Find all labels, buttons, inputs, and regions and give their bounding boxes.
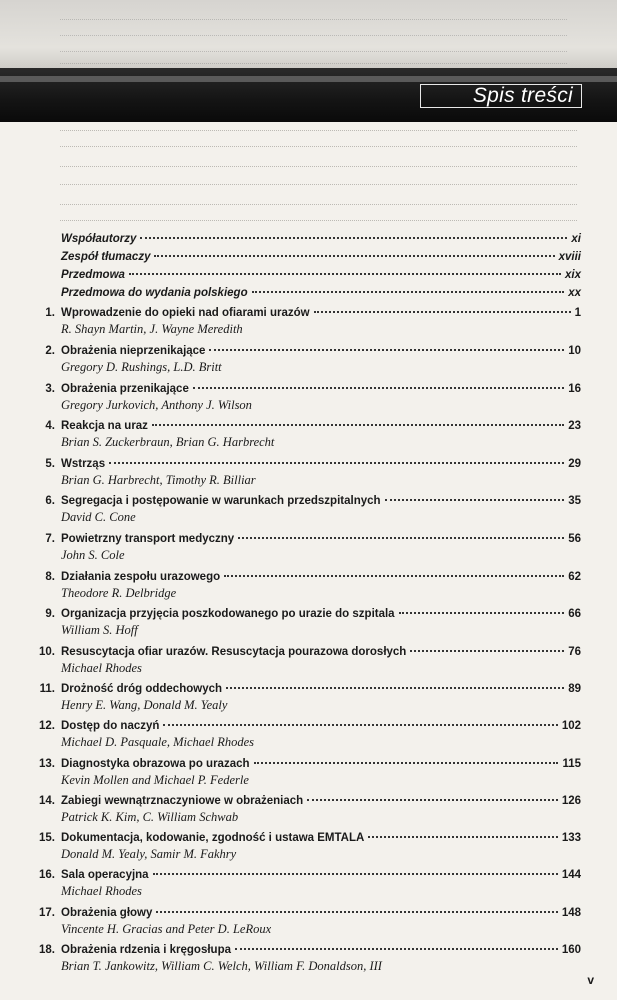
front-entry-page: xi: [571, 233, 581, 245]
dot-leader: [163, 724, 557, 726]
bleed-through-area: [0, 122, 617, 232]
chapter-title: Dokumentacja, kodowanie, zgodność i ustawa EMTALA: [61, 832, 365, 844]
dot-leader: [399, 612, 565, 614]
chapter-number: 9.: [45, 608, 55, 620]
chapter-number: 15.: [39, 832, 55, 844]
dot-leader: [410, 650, 564, 652]
front-entry-title: Zespół tłumaczy: [61, 251, 151, 263]
chapter-authors: R. Shayn Martin, J. Wayne Meredith: [61, 322, 243, 336]
chapter-title: Drożność dróg oddechowych: [61, 683, 223, 695]
bleed-through-line: [60, 184, 577, 185]
chapter-page: 115: [562, 758, 581, 770]
chapter-page: 76: [568, 646, 581, 658]
dot-leader: [226, 687, 564, 689]
chapter-number: 8.: [45, 571, 55, 583]
chapter-authors: Theodore R. Delbridge: [61, 586, 177, 600]
dot-leader: [129, 273, 561, 275]
chapter-authors: Michael Rhodes: [61, 661, 142, 675]
chapter-title: Wprowadzenie do opieki nad ofiarami urazów: [61, 307, 310, 319]
chapter-title: Diagnostyka obrazowa po urazach: [61, 758, 250, 770]
chapter-page: 10: [568, 345, 581, 357]
chapter-page: 62: [568, 571, 581, 583]
dot-leader: [224, 575, 564, 577]
faded-line: [0, 46, 617, 56]
chapter-title: Działania zespołu urazowego: [61, 571, 221, 583]
chapter-authors: Michael D. Pasquale, Michael Rhodes: [61, 735, 255, 749]
faded-line: [0, 58, 617, 68]
chapter-number: 12.: [39, 720, 55, 732]
dot-leader: [152, 424, 564, 426]
front-entry-page: xviii: [558, 251, 581, 263]
front-entry-page: xix: [565, 269, 581, 281]
chapter-title: Powietrzny transport medyczny: [61, 533, 235, 545]
chapter-number: 2.: [45, 345, 55, 357]
dot-leader: [209, 349, 564, 351]
chapter-number: 4.: [45, 420, 55, 432]
chapter-page: 29: [568, 458, 581, 470]
chapter-title: Obrażenia rdzenia i kręgosłupa: [61, 944, 231, 956]
chapter-number: 16.: [39, 869, 55, 881]
chapter-number: 18.: [39, 944, 55, 956]
chapter-page: 160: [561, 944, 581, 956]
chapter-page: 102: [561, 720, 581, 732]
faded-line: [0, 14, 617, 24]
chapter-authors: Brian G. Harbrecht, Timothy R. Billiar: [61, 473, 256, 487]
dot-leader: [314, 311, 571, 313]
chapter-page: 66: [568, 608, 581, 620]
chapter-title: Obrażenia głowy: [61, 907, 153, 919]
dot-leader: [154, 255, 554, 257]
faded-previous-page-area: [0, 0, 617, 68]
chapter-title: Organizacja przyjęcia poszkodowanego po urazie do szpitala: [61, 608, 395, 620]
chapter-title: Dostęp do naczyń: [61, 720, 160, 732]
front-entry-title: Przedmowa do wydania polskiego: [61, 287, 248, 299]
chapter-title: Wstrząs: [61, 458, 106, 470]
dot-leader: [156, 911, 557, 913]
chapter-title: Obrażenia przenikające: [61, 383, 189, 395]
chapter-number: 7.: [45, 533, 55, 545]
dot-leader: [307, 799, 558, 801]
chapter-page: 35: [568, 495, 581, 507]
bleed-through-line: [60, 146, 577, 147]
front-entry-title: Przedmowa: [61, 269, 125, 281]
chapter-title: Segregacja i postępowanie w warunkach przedszpitalnych: [61, 495, 381, 507]
chapter-page: 148: [561, 907, 581, 919]
chapter-title: Sala operacyjna: [61, 869, 149, 881]
chapter-authors: Donald M. Yealy, Samir M. Fakhry: [61, 847, 237, 861]
chapter-number: 1.: [45, 307, 55, 319]
dot-leader: [254, 762, 559, 764]
chapter-number: 6.: [45, 495, 55, 507]
dot-leader: [109, 462, 564, 464]
chapter-page: 133: [561, 832, 581, 844]
dot-leader: [252, 291, 565, 293]
bleed-through-line: [60, 220, 577, 221]
page-title: Spis treści: [472, 84, 573, 107]
chapter-page: 56: [568, 533, 581, 545]
chapter-page: 16: [568, 383, 581, 395]
dot-leader: [235, 948, 558, 950]
chapter-number: 17.: [39, 907, 55, 919]
chapter-authors: Gregory Jurkovich, Anthony J. Wilson: [61, 398, 252, 412]
chapter-page: 89: [568, 683, 581, 695]
dot-leader: [193, 387, 564, 389]
chapter-page: 144: [561, 869, 581, 881]
chapter-authors: John S. Cole: [61, 548, 125, 562]
dot-leader: [385, 499, 565, 501]
chapter-authors: David C. Cone: [61, 510, 136, 524]
chapter-authors: Gregory D. Rushings, L.D. Britt: [61, 360, 222, 374]
title-frame: [420, 84, 582, 108]
page-number: v: [587, 973, 594, 987]
dot-leader: [153, 873, 558, 875]
chapter-authors: Brian S. Zuckerbraun, Brian G. Harbrecht: [61, 435, 275, 449]
bleed-through-line: [60, 166, 577, 167]
chapter-number: 5.: [45, 458, 55, 470]
chapter-authors: Kevin Mollen and Michael P. Federle: [61, 773, 249, 787]
chapter-title: Zabiegi wewnątrznaczyniowe w obrażeniach: [61, 795, 304, 807]
chapter-number: 13.: [39, 758, 55, 770]
chapter-title: Reakcja na uraz: [61, 420, 148, 432]
chapter-authors: Vincente H. Gracias and Peter D. LeRoux: [61, 922, 272, 936]
front-entry-page: xx: [568, 287, 581, 299]
front-entry-title: Współautorzy: [61, 233, 137, 245]
chapter-number: 14.: [39, 795, 55, 807]
dot-leader: [368, 836, 558, 838]
bleed-through-line: [60, 204, 577, 205]
chapter-authors: William S. Hoff: [61, 623, 138, 637]
chapter-page: 1: [574, 307, 581, 319]
chapter-authors: Patrick K. Kim, C. William Schwab: [61, 810, 239, 824]
dot-leader: [238, 537, 564, 539]
dot-leader: [140, 237, 567, 239]
chapter-page: 126: [561, 795, 581, 807]
chapter-number: 10.: [39, 646, 55, 658]
chapter-authors: Henry E. Wang, Donald M. Yealy: [61, 698, 228, 712]
chapter-number: 3.: [45, 383, 55, 395]
chapter-title: Resuscytacja ofiar urazów. Resuscytacja pourazowa dorosłych: [61, 646, 407, 658]
chapter-title: Obrażenia nieprzenikające: [61, 345, 206, 357]
bleed-through-line: [60, 130, 577, 131]
chapter-page: 23: [568, 420, 581, 432]
chapter-authors: Michael Rhodes: [61, 884, 142, 898]
chapter-authors: Brian T. Jankowitz, William C. Welch, William F. Donaldson, III: [61, 959, 382, 973]
chapter-number: 11.: [39, 683, 55, 695]
faded-line: [0, 30, 617, 40]
